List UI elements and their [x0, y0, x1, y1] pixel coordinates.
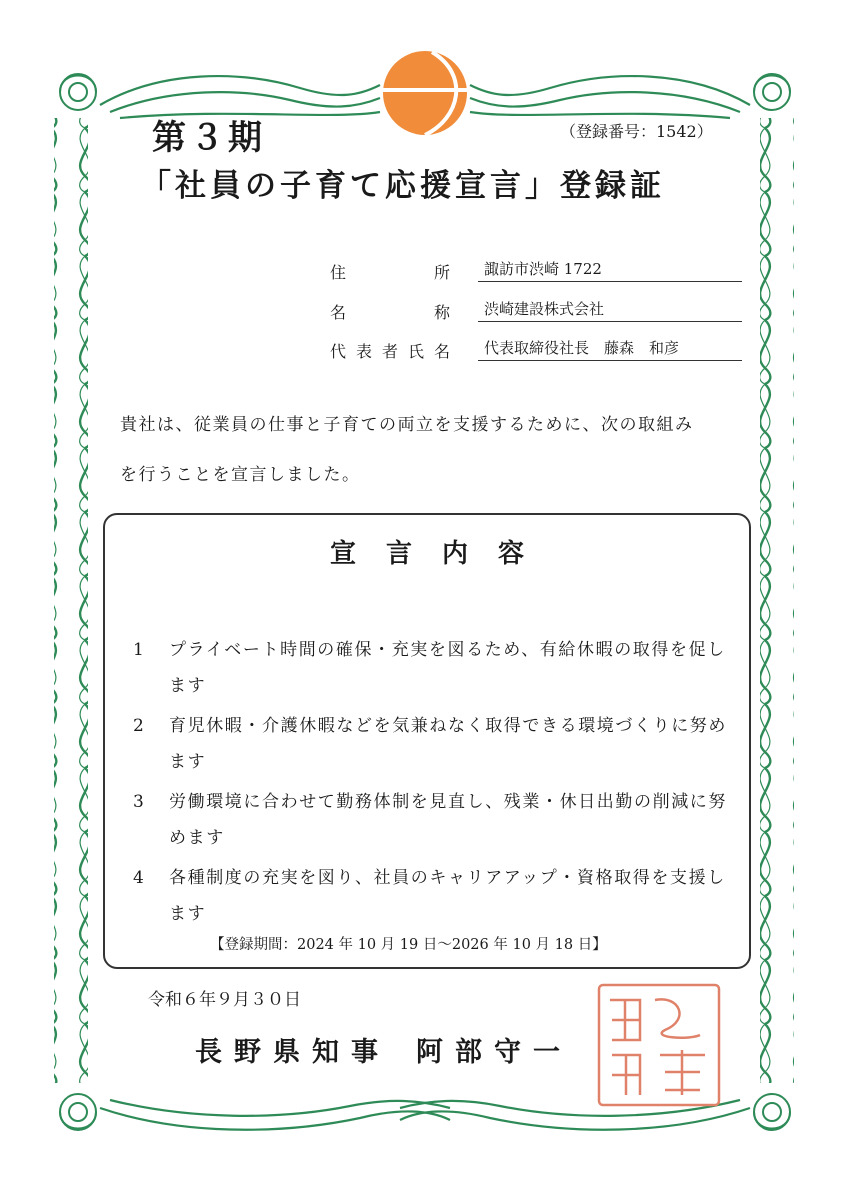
item-text: 育児休暇・介護休暇などを気兼ねなく取得できる環境づくりに努めます	[169, 716, 727, 772]
item-number: 1	[133, 640, 146, 660]
company-name-value: 渋崎建設株式会社	[478, 298, 742, 322]
issue-date: 令和６年９月３０日	[148, 990, 301, 1010]
right-border-column	[760, 118, 794, 1083]
company-name-label: 名称	[330, 303, 450, 322]
term-heading: 第３期	[152, 118, 266, 158]
item-number: 4	[133, 868, 146, 888]
registration-period: 【登録期間：2024 年 10 月 19 日～2026 年 10 月 18 日】	[210, 937, 607, 953]
address-row	[330, 258, 742, 284]
signer-title: 長野県知事	[195, 1037, 390, 1068]
signer-name: 阿部守一	[416, 1037, 572, 1068]
declaration-heading: 宣言内容	[330, 539, 555, 569]
official-seal	[599, 985, 719, 1105]
orange-circle-emblem-icon	[383, 51, 467, 135]
intro-line-1: 貴社は、従業員の仕事と子育ての両立を支援するために、次の取組み	[120, 415, 694, 435]
company-name-row	[330, 298, 742, 324]
representative-row	[330, 337, 742, 363]
address-value: 諏訪市渋崎 1722	[478, 258, 742, 282]
item-number: 3	[133, 792, 146, 812]
representative-label: 代表者氏名	[330, 342, 450, 361]
address-label: 住所	[330, 263, 450, 282]
certificate-title: 「社員の子育て応援宣言」登録証	[140, 168, 665, 204]
intro-line-2: を行うことを宣言しました。	[120, 465, 361, 485]
registration-number: （登録番号：1542）	[560, 122, 713, 141]
item-text: 労働環境に合わせて勤務体制を見直し、残業・休日出勤の削減に努めます	[169, 792, 727, 848]
item-number: 2	[133, 716, 146, 736]
signer	[195, 1030, 572, 1069]
item-text: プライベート時間の確保・充実を図るため、有給休暇の取得を促します	[169, 640, 726, 696]
item-text: 各種制度の充実を図り、社員のキャリアアップ・資格取得を支援します	[169, 868, 726, 924]
left-border-column	[54, 118, 88, 1083]
representative-value: 代表取締役社長 藤森 和彦	[478, 337, 742, 361]
